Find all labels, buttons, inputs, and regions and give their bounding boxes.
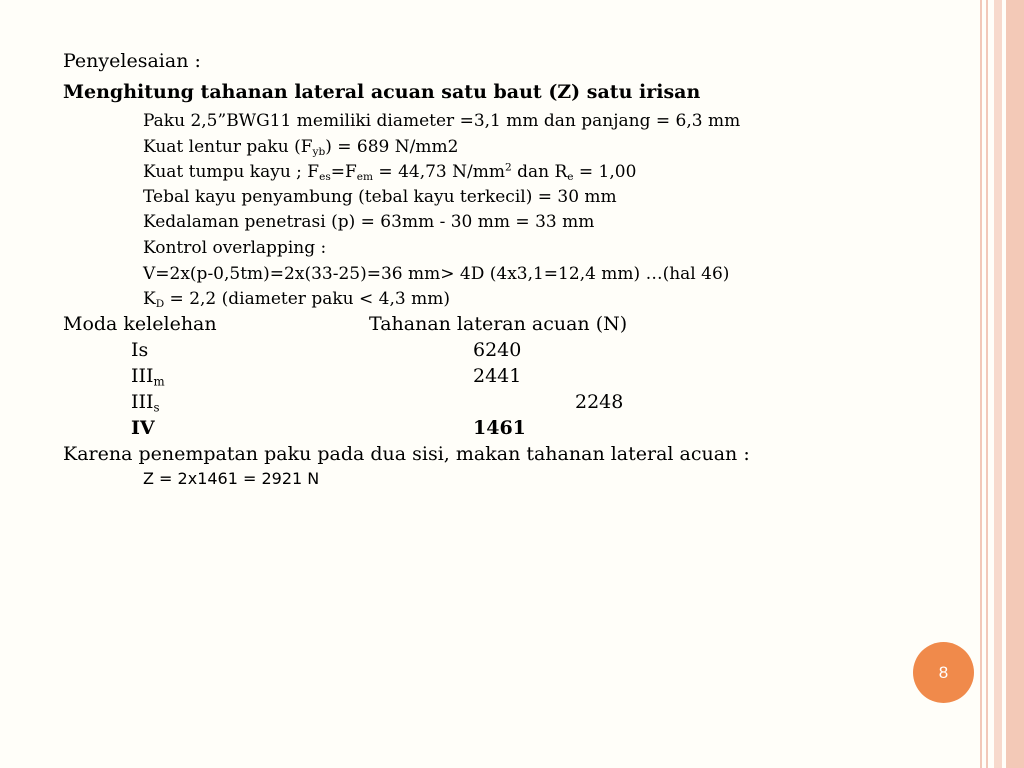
kd-value: = 2,2 (diameter paku < 4,3 mm)	[164, 289, 450, 309]
table-row-mode: $III_s$	[131, 391, 160, 415]
table-row-mode: $III_m$	[131, 365, 165, 389]
given-penetration: Kedalaman penetrasi (p) = 63mm - 30 mm = 33 mm	[143, 212, 595, 232]
table-row-value: 2441	[473, 365, 522, 387]
given-overlap-label: Kontrol overlapping :	[143, 238, 327, 258]
table-row-value: 6240	[473, 339, 522, 361]
re-value: = 1,00	[573, 162, 637, 182]
table-row-mode: IV	[131, 417, 155, 439]
kd-subscript: D	[155, 298, 165, 311]
table-header-mode: Moda kelelehan	[63, 313, 217, 335]
fem-subscript: em	[356, 171, 374, 184]
heading-intro: Penyelesaian :	[63, 50, 201, 72]
given-kd	[143, 289, 450, 309]
given-thickness: Tebal kayu penyambung (tebal kayu terkecil) = 30 mm	[143, 187, 617, 207]
re-prefix: dan R	[511, 162, 568, 182]
conclusion-text: Karena penempatan paku pada dua sisi, makan tahanan lateral acuan :	[63, 443, 750, 465]
result-formula: Z = 2x1461 = 2921 N	[143, 469, 320, 488]
page-number-badge: 8	[913, 642, 974, 703]
fem-superscript: 2	[504, 161, 512, 174]
fyb-suffix: ) = 689 N/mm2	[325, 137, 459, 157]
fes-subscript: es	[319, 171, 331, 184]
fyb-subscript: yb	[312, 146, 326, 159]
fes-mid: =F	[330, 162, 357, 182]
table-row-value: 2248	[575, 391, 624, 413]
given-overlap-calc: V=2x(p-0,5tm)=2x(33-25)=36 mm> 4D (4x3,1=12,4 mm) …(hal 46)	[143, 264, 730, 284]
fyb-prefix: Kuat lentur paku (F	[143, 137, 313, 157]
given-nail: Paku 2,5”BWG11 memiliki diameter =3,1 mm dan panjang = 6,3 mm	[143, 111, 741, 131]
decorative-side-stripes	[980, 0, 1024, 768]
given-fes	[143, 162, 636, 182]
table-header-resistance: Tahanan lateran acuan (N)	[369, 313, 628, 335]
heading-title: Menghitung tahanan lateral acuan satu baut (Z) satu irisan	[63, 81, 701, 103]
fes-prefix: Kuat tumpu kayu ; F	[143, 162, 320, 182]
given-fyb	[143, 137, 458, 157]
re-subscript: e	[567, 171, 574, 184]
kd-prefix: K	[143, 289, 156, 309]
fem-value: = 44,73 N/mm	[373, 162, 505, 182]
table-row-value: 1461	[473, 417, 526, 439]
table-row-mode: Is	[131, 339, 149, 361]
